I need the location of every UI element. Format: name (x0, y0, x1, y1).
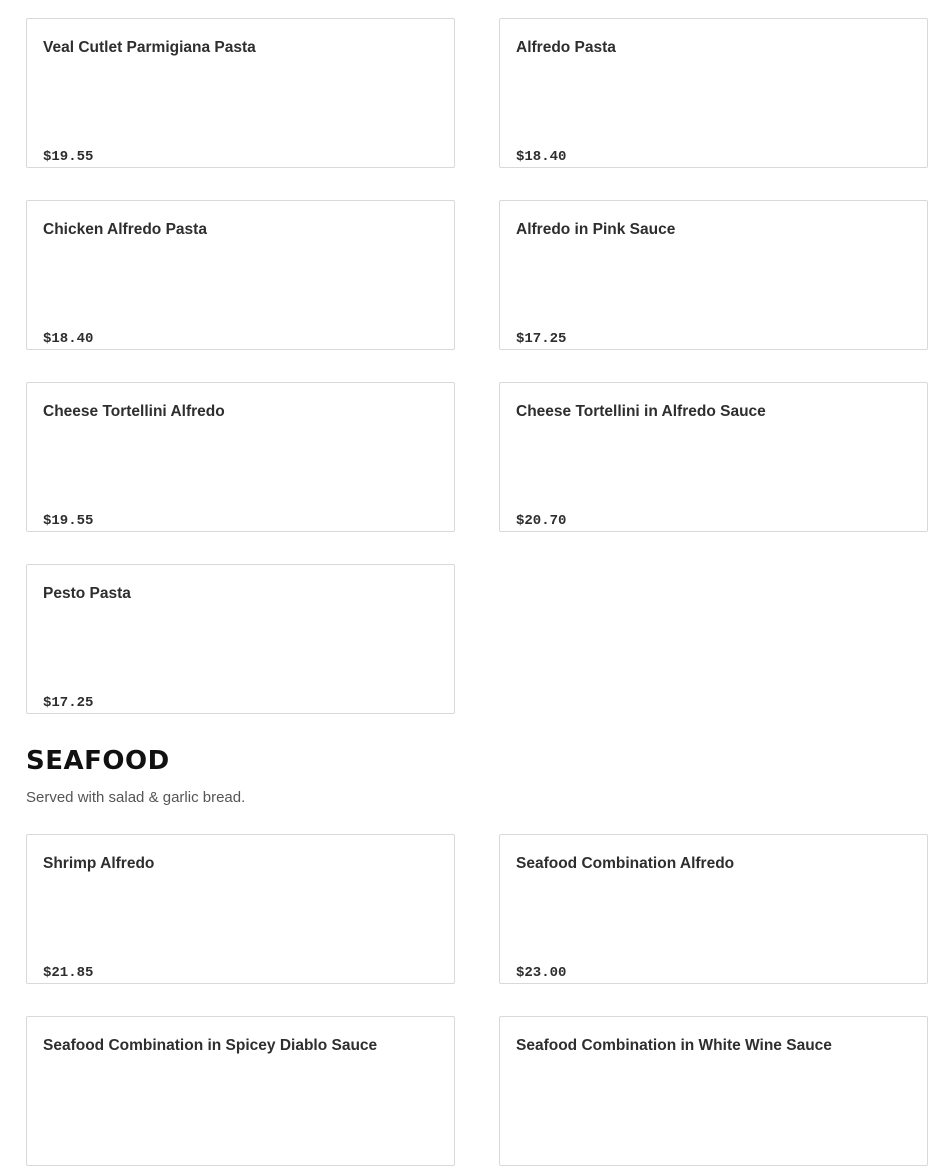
menu-item-card[interactable] (26, 382, 455, 532)
menu-item-price: $18.40 (43, 331, 94, 347)
menu-item-name: Cheese Tortellini in Alfredo Sauce (516, 403, 766, 420)
section-title-seafood: SEAFOOD (26, 746, 170, 776)
menu-item-name: Alfredo in Pink Sauce (516, 221, 676, 238)
menu-item-card[interactable] (26, 1016, 455, 1166)
menu-item-price: $19.55 (43, 149, 94, 165)
menu-item-card[interactable] (499, 1016, 928, 1166)
menu-item-name: Veal Cutlet Parmigiana Pasta (43, 39, 256, 56)
menu-item-price: $18.40 (516, 149, 567, 165)
pasta-menu-grid (26, 18, 928, 714)
menu-item-name: Seafood Combination Alfredo (516, 855, 735, 872)
menu-item-card[interactable] (26, 200, 455, 350)
menu-item-card[interactable] (499, 382, 928, 532)
menu-item-price: $17.25 (43, 695, 94, 711)
menu-item-name: Cheese Tortellini Alfredo (43, 403, 225, 420)
seafood-menu-grid (26, 834, 928, 1166)
menu-item-price: $23.00 (516, 965, 567, 981)
menu-item-name: Shrimp Alfredo (43, 855, 155, 872)
menu-item-name: Seafood Combination in Spicey Diablo Sauce (43, 1037, 378, 1054)
menu-item-name: Chicken Alfredo Pasta (43, 221, 207, 238)
menu-item-price: $17.25 (516, 331, 567, 347)
menu-item-price: $20.70 (516, 513, 567, 529)
menu-item-price: $19.55 (43, 513, 94, 529)
menu-item-card[interactable] (499, 18, 928, 168)
menu-item-name: Pesto Pasta (43, 585, 131, 602)
menu-item-card[interactable] (26, 564, 455, 714)
menu-item-card[interactable] (26, 834, 455, 984)
menu-item-name: Seafood Combination in White Wine Sauce (516, 1037, 832, 1054)
menu-item-name: Alfredo Pasta (516, 39, 616, 56)
menu-item-card[interactable] (26, 18, 455, 168)
section-description: Served with salad & garlic bread. (26, 789, 246, 806)
menu-item-card[interactable] (499, 834, 928, 984)
menu-item-price: $21.85 (43, 965, 94, 981)
menu-item-card[interactable] (499, 200, 928, 350)
